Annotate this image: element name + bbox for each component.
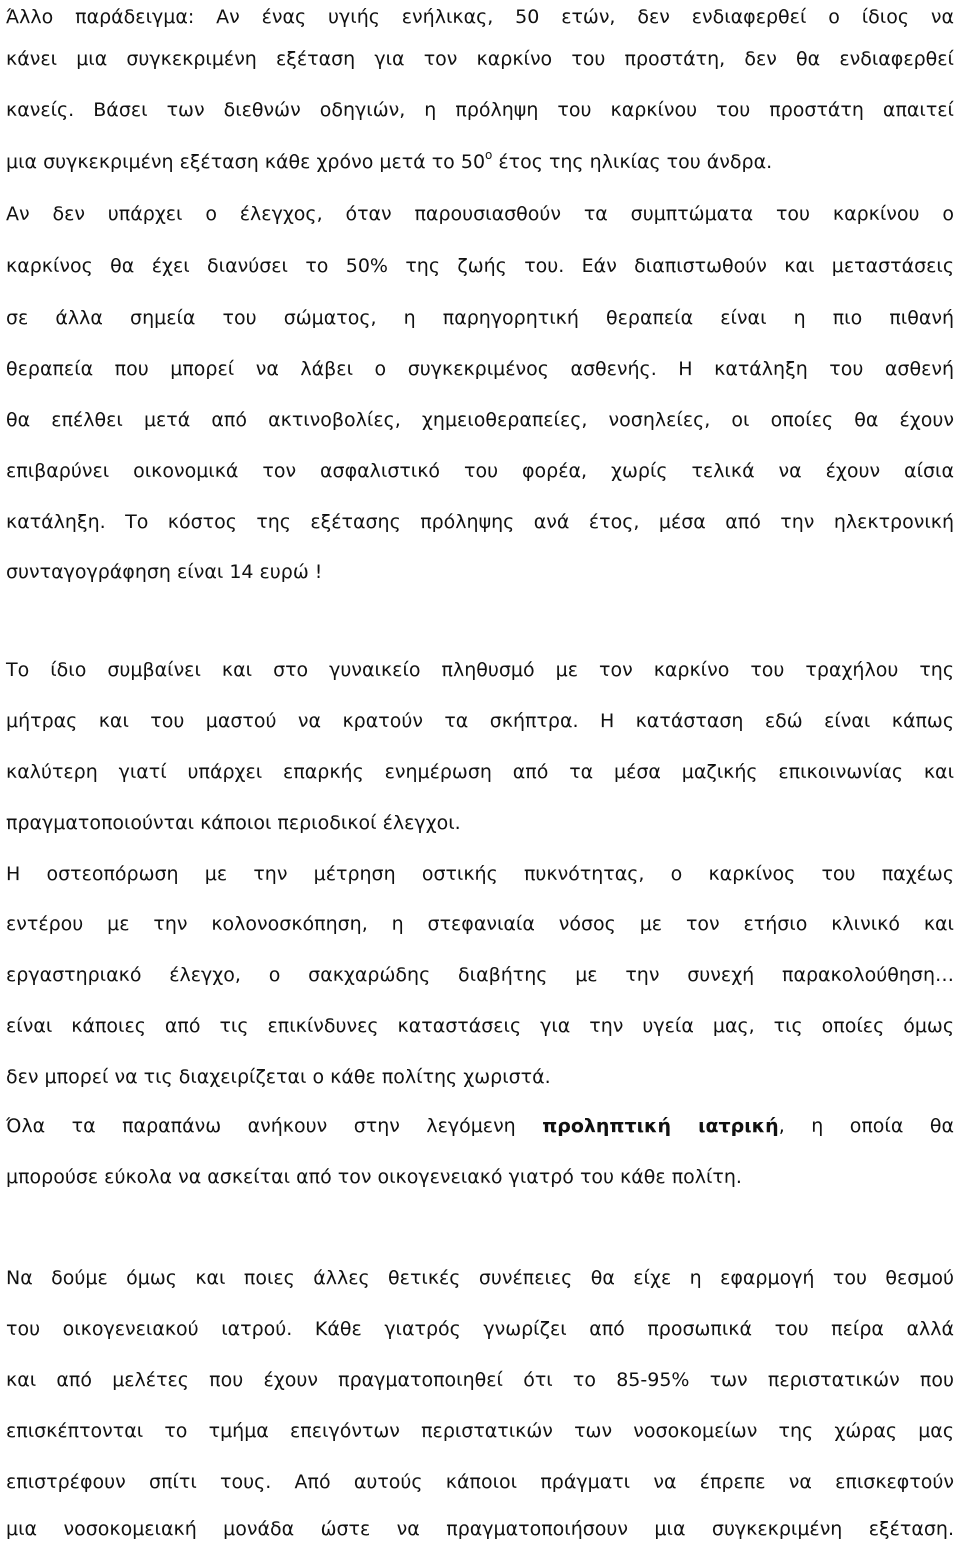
- text-line: εντέρου με την κολονοσκόπηση, η στεφανιαία νόσος με τον ετήσιο κλινικό και: [6, 913, 954, 935]
- text-segment: , η οποία θα: [778, 1115, 954, 1137]
- text-line: σε άλλα σημεία του σώματος, η παρηγορητική θεραπεία είναι η πιο πιθανή: [6, 307, 954, 329]
- text-segment: μια συγκεκριμένη εξέταση κάθε χρόνο μετά το 50: [6, 151, 486, 173]
- text-line: [6, 1113, 954, 1139]
- text-line: θα επέλθει μετά από ακτινοβολίες, χημειοθεραπείες, νοσηλείες, οι οποίες θα έχουν: [6, 409, 954, 431]
- text-segment: Όλα τα παραπάνω ανήκουν στην λεγόμενη: [6, 1115, 543, 1137]
- text-line: πραγματοποιούνται κάποιοι περιοδικοί έλεγχοι.: [6, 812, 461, 834]
- text-line: συνταγογράφηση είναι 14 ευρώ !: [6, 561, 323, 583]
- text-line: επισκέπτονται το τμήμα επειγόντων περιστατικών των νοσοκομείων της χώρας μας: [6, 1420, 954, 1442]
- text-line: Η οστεοπόρωση με την μέτρηση οστικής πυκνότητας, ο καρκίνος του παχέως: [6, 863, 954, 885]
- text-line: είναι κάποιες από τις επικίνδυνες καταστάσεις για την υγεία μας, τις οποίες όμως: [6, 1015, 954, 1037]
- text-line: Να δούμε όμως και ποιες άλλες θετικές συνέπειες θα είχε η εφαρμογή του θεσμού: [6, 1267, 954, 1289]
- text-line: Άλλο παράδειγμα: Αν ένας υγιής ενήλικας, 50 ετών, δεν ενδιαφερθεί ο ίδιος να: [6, 6, 954, 28]
- text-line: του οικογενειακού ιατρού. Κάθε γιατρός γνωρίζει από προσωπικά του πείρα αλλά: [6, 1318, 954, 1340]
- text-segment: έτος της ηλικίας του άνδρα.: [492, 151, 773, 173]
- text-line: μια νοσοκομειακή μονάδα ώστε να πραγματοποιήσουν μια συγκεκριμένη εξέταση.: [6, 1518, 954, 1540]
- text-line: Το ίδιο συμβαίνει και στο γυναικείο πληθυσμό με τον καρκίνο του τραχήλου της: [6, 659, 954, 681]
- text-line: Αν δεν υπάρχει ο έλεγχος, όταν παρουσιασθούν τα συμπτώματα του καρκίνου ο: [6, 203, 954, 225]
- text-line: κατάληξη. Το κόστος της εξέτασης πρόληψης ανά έτος, μέσα από την ηλεκτρονική: [6, 511, 954, 533]
- text-line: επιβαρύνει οικονομικά τον ασφαλιστικό του φορέα, χωρίς τελικά να έχουν αίσια: [6, 460, 954, 482]
- text-line: επιστρέφουν σπίτι τους. Από αυτούς κάποιοι πράγματι να έπρεπε να επισκεφτούν: [6, 1471, 954, 1493]
- text-line: εργαστηριακό έλεγχο, ο σακχαρώδης διαβήτης με την συνεχή παρακολούθηση…: [6, 964, 954, 986]
- text-line: θεραπεία που μπορεί να λάβει ο συγκεκριμένος ασθενής. Η κατάληξη του ασθενή: [6, 358, 954, 380]
- text-line: κανείς. Βάσει των διεθνών οδηγιών, η πρόληψη του καρκίνου του προστάτη απαιτεί: [6, 99, 954, 121]
- text-line: καρκίνος θα έχει διανύσει το 50% της ζωής του. Εάν διαπιστωθούν και μεταστάσεις: [6, 255, 954, 277]
- text-line: μήτρας και του μαστού να κρατούν τα σκήπτρα. Η κατάσταση εδώ είναι κάπως: [6, 710, 954, 732]
- superscript: ο: [485, 148, 493, 162]
- text-line: δεν μπορεί να τις διαχειρίζεται ο κάθε πολίτης χωριστά.: [6, 1066, 551, 1088]
- text-line: [6, 149, 772, 175]
- bold-term: προληπτική ιατρική: [542, 1115, 779, 1137]
- text-line: και από μελέτες που έχουν πραγματοποιηθεί ότι το 85-95% των περιστατικών που: [6, 1369, 954, 1391]
- text-line: μπορούσε εύκολα να ασκείται από τον οικογενειακό γιατρό του κάθε πολίτη.: [6, 1166, 742, 1188]
- text-line: καλύτερη γιατί υπάρχει επαρκής ενημέρωση από τα μέσα μαζικής επικοινωνίας και: [6, 761, 954, 783]
- text-line: κάνει μια συγκεκριμένη εξέταση για τον καρκίνο του προστάτη, δεν θα ενδιαφερθεί: [6, 48, 954, 70]
